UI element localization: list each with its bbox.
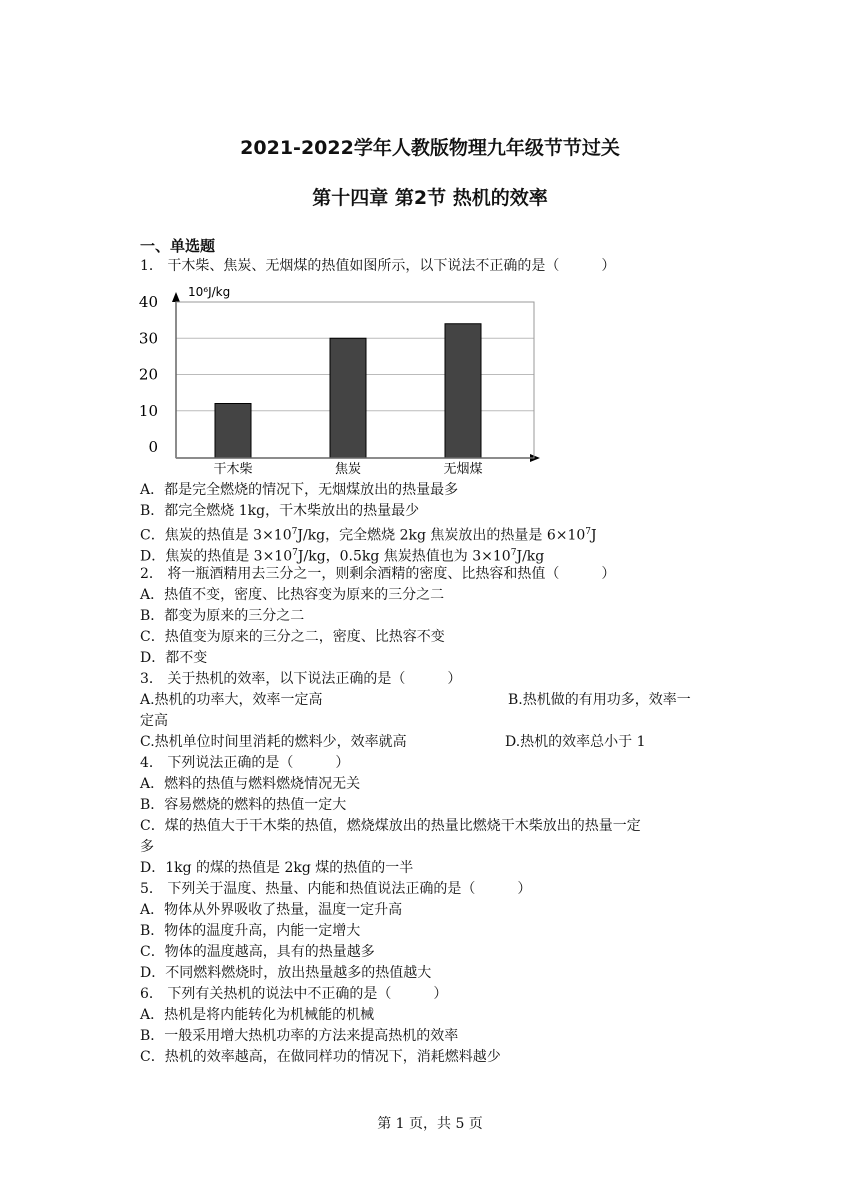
page-footer: 第 1 页，共 5 页 <box>377 1116 483 1132</box>
q5-option-b: B．物体的温度升高，内能一定增大 <box>140 923 361 939</box>
q4-option-a: A．燃料的热值与燃料燃烧情况无关 <box>140 776 361 792</box>
q1-option-a: A．都是完全燃烧的情况下，无烟煤放出的热量最多 <box>140 482 459 498</box>
q4-option-d: D．1kg 的煤的热值是 2kg 煤的热值的一半 <box>140 860 414 876</box>
q3-option-b-continued: 定高 <box>140 713 168 729</box>
q1-option-b: B．都完全燃烧 1kg，干木柴放出的热量最少 <box>140 503 420 519</box>
q1-option-d: D．焦炭的热值是 $3\times 10^7J/kg$，0.5kg 焦炭热值也为 $3\times 10^7J/kg$ <box>140 548 545 565</box>
bar <box>330 338 366 458</box>
chapter-title: 第十四章 第2节 热机的效率 <box>312 187 548 209</box>
question-1-stem: 1． 干木柴、焦炭、无烟煤的热值如图所示，以下说法不正确的是（ ） <box>140 258 616 274</box>
question-2-stem: 2． 将一瓶酒精用去三分之一，则剩余酒精的密度、比热容和热值（ ） <box>140 566 616 582</box>
q5-option-a: A．物体从外界吸收了热量，温度一定升高 <box>140 902 403 918</box>
chart-x-labels <box>213 461 482 477</box>
q3-option-c: C.热机单位时间里消耗的燃料少，效率就高 <box>140 734 407 750</box>
q2-option-c: C．热值变为原来的三分之二，密度、比热容不变 <box>140 629 445 645</box>
heat-value-bar-chart <box>138 280 548 478</box>
question-5-stem: 5． 下列关于温度、热量、内能和热值说法正确的是（ ） <box>140 881 532 897</box>
q3-option-d: D.热机的效率总小于 1 <box>505 734 646 750</box>
q2-option-a: A．热值不变，密度、比热容变为原来的三分之二 <box>140 587 445 603</box>
bar <box>445 324 481 458</box>
x-category-label: 干木柴 <box>213 462 253 477</box>
x-category-label: 焦炭 <box>334 462 362 477</box>
document-title: 2021-2022学年人教版物理九年级节节过关 <box>240 137 620 159</box>
q5-option-c: C．物体的温度越高，具有的热量越多 <box>140 944 375 960</box>
q3-option-a: A.热机的功率大，效率一定高 <box>140 692 323 708</box>
question-6-stem: 6． 下列有关热机的说法中不正确的是（ ） <box>140 986 448 1002</box>
q6-option-a: A．热机是将内能转化为机械能的机械 <box>140 1007 375 1023</box>
q2-option-d: D．都不变 <box>140 650 208 666</box>
q4-option-c-continued: 多 <box>140 839 154 855</box>
chart-y-ticks <box>139 293 158 456</box>
bar <box>215 404 251 459</box>
question-3-stem: 3． 关于热机的效率，以下说法正确的是（ ） <box>140 671 462 687</box>
x-category-label: 无烟煤 <box>443 462 483 477</box>
y-tick-label: 0 <box>148 438 158 456</box>
chart-bars <box>215 324 481 458</box>
y-tick-label: 40 <box>138 293 158 311</box>
q6-option-c: C．热机的效率越高，在做同样功的情况下，消耗燃料越少 <box>140 1049 501 1065</box>
q5-option-d: D．不同燃料燃烧时，放出热量越多的热值越大 <box>140 965 432 981</box>
question-4-stem: 4． 下列说法正确的是（ ） <box>140 755 350 771</box>
q1-option-c: C．焦炭的热值是 $3\times 10^7J/kg$，完全燃烧 2kg 焦炭放出的热量是 $6\times 10^7J$ <box>140 527 597 544</box>
y-axis-unit: 10⁶J/kg <box>188 285 231 299</box>
q6-option-b: B．一般采用增大热机功率的方法来提高热机的效率 <box>140 1028 459 1044</box>
q4-option-c: C．煤的热值大于干木柴的热值，燃烧煤放出的热量比燃烧干木柴放出的热量一定 <box>140 818 641 834</box>
q3-option-b: B.热机做的有用功多，效率一 <box>508 692 691 708</box>
y-tick-label: 10 <box>138 401 158 420</box>
q2-option-b: B．都变为原来的三分之二 <box>140 608 305 624</box>
q4-option-b: B．容易燃烧的燃料的热值一定大 <box>140 797 347 813</box>
section-heading: 一、单选题 <box>140 237 216 255</box>
y-tick-label: 20 <box>138 365 158 384</box>
y-tick-label: 30 <box>138 329 158 348</box>
y-axis-arrow <box>172 292 180 302</box>
